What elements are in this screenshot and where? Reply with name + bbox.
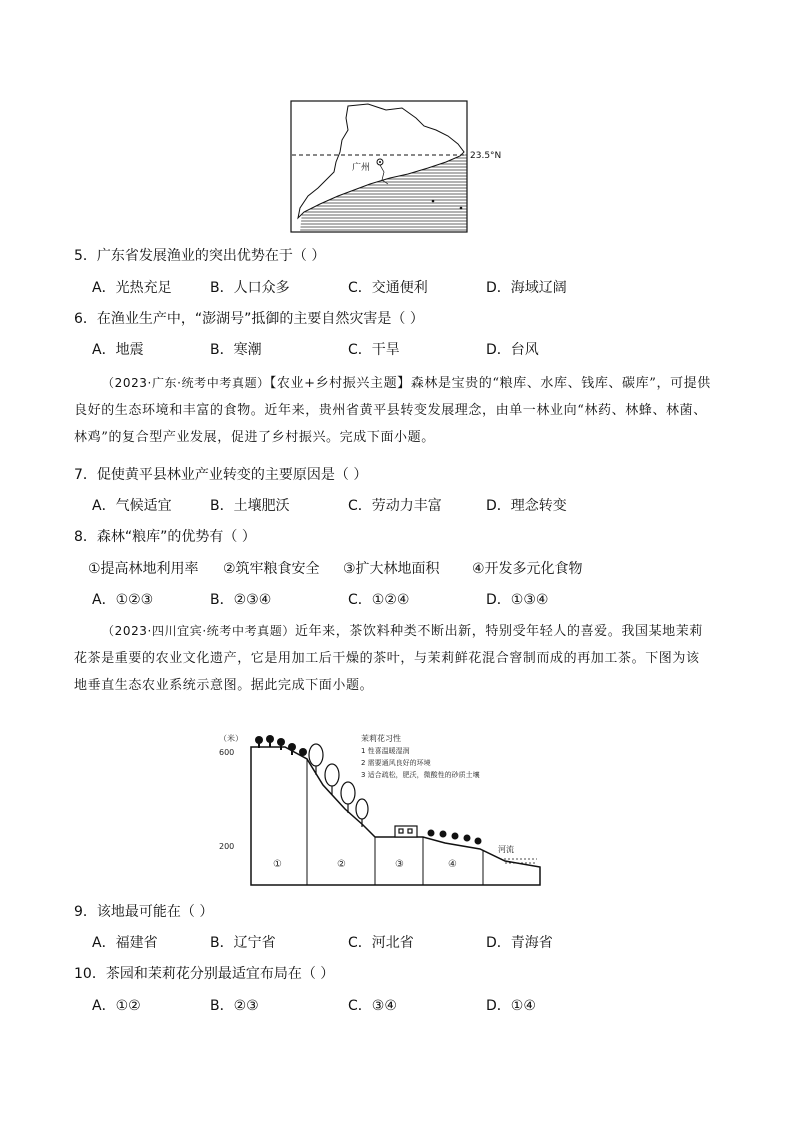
- question-5-stem: 5．广东省发展渔业的突出优势在于（ ）: [74, 248, 326, 264]
- passage-1-line-1: 【农业+乡村振兴主题】森林是宝贵的“粮库、水库、钱库、碳库”，可提供: [269, 376, 711, 391]
- q8-option-a[interactable]: A．①②③: [92, 592, 154, 608]
- farm-building: [395, 826, 417, 837]
- question-9-stem: 9．该地最可能在（ ）: [74, 904, 214, 920]
- question-10-stem: 10．茶园和茉莉花分别最适宜布局在（ ）: [74, 966, 335, 982]
- notes-title: 茉莉花习性: [361, 734, 401, 743]
- q8-item-3: ③扩大林地面积: [343, 561, 440, 577]
- q5-option-b[interactable]: B．人口众多: [210, 280, 290, 296]
- q8-option-c[interactable]: C．①②④: [348, 592, 410, 608]
- latitude-label: 23.5°N: [470, 151, 502, 161]
- zone-1-label: ①: [273, 859, 282, 870]
- q7-option-a[interactable]: A．气候适宜: [92, 498, 172, 514]
- elevation-600-label: 600: [219, 748, 235, 757]
- q9-option-c[interactable]: C．河北省: [348, 935, 414, 951]
- question-8-stem: 8．森林“粮库”的优势有（ ）: [74, 529, 256, 545]
- q9-option-d[interactable]: D．青海省: [486, 935, 553, 951]
- q9-option-a[interactable]: A．福建省: [92, 935, 158, 951]
- q8-option-d[interactable]: D．①③④: [486, 592, 549, 608]
- zone-2-label: ②: [337, 859, 346, 870]
- q8-item-4: ④开发多元化食物: [472, 561, 583, 577]
- q6-option-d[interactable]: D．台风: [486, 342, 539, 358]
- q6-option-c[interactable]: C．干旱: [348, 342, 400, 358]
- passage-2-line-3: 地垂直生态农业系统示意图。据此完成下面小题。: [74, 678, 374, 693]
- question-7-stem: 7．促使黄平县林业产业转变的主要原因是（ ）: [74, 467, 368, 483]
- river-label: 河流: [498, 845, 514, 854]
- vertical-agriculture-diagram: [215, 725, 575, 890]
- passage-1-source: （2023·广东·统考中考真题）: [102, 376, 270, 390]
- passage-2-source: （2023·四川宜宾·统考中考真题）: [102, 624, 295, 638]
- passage-1-line-3: 林鸡”的复合型产业发展，促进了乡村振兴。完成下面小题。: [74, 430, 435, 445]
- q5-option-d[interactable]: D．海域辽阔: [486, 280, 567, 296]
- question-6-stem: 6．在渔业生产中，“澎湖号”抵御的主要自然灾害是（ ）: [74, 311, 424, 327]
- q7-option-b[interactable]: B．土壤肥沃: [210, 498, 290, 514]
- q7-option-c[interactable]: C．劳动力丰富: [348, 498, 442, 514]
- zone-3-label: ③: [395, 859, 404, 870]
- elevation-200-label: 200: [219, 842, 235, 851]
- note-3: 3 适合疏松，肥沃，微酸性的砂质土壤: [361, 771, 480, 779]
- passage-2-line-2: 花茶是重要的农业文化遗产，它是用加工后干燥的茶叶，与茉莉鲜花混合窨制而成的再加工茶。下图为该: [74, 651, 700, 666]
- q10-option-c[interactable]: C．③④: [348, 998, 397, 1014]
- q10-option-a[interactable]: A．①②: [92, 998, 141, 1014]
- q6-option-a[interactable]: A．地震: [92, 342, 144, 358]
- zone-4-label: ④: [448, 859, 457, 870]
- q6-option-b[interactable]: B．寒潮: [210, 342, 262, 358]
- q5-option-a[interactable]: A．光热充足: [92, 280, 172, 296]
- q5-option-c[interactable]: C．交通便利: [348, 280, 428, 296]
- q9-option-b[interactable]: B．辽宁省: [210, 935, 276, 951]
- passage-1: [74, 370, 724, 451]
- note-2: 2 需要通风良好的环境: [361, 759, 431, 767]
- q10-option-b[interactable]: B．②③: [210, 998, 259, 1014]
- q7-option-d[interactable]: D．理念转变: [486, 498, 567, 514]
- q8-item-2: ②筑牢粮食安全: [223, 561, 320, 577]
- guangdong-map: [290, 100, 510, 234]
- q8-item-1: ①提高林地利用率: [88, 561, 199, 577]
- q8-option-b[interactable]: B．②③④: [210, 592, 272, 608]
- passage-1-line-2: 良好的生态环境和丰富的食物。近年来，贵州省黄平县转变发展理念，由单一林业向“林药、林蜂、林菌、: [74, 403, 707, 418]
- note-1: 1 性喜温暖湿润: [361, 747, 410, 755]
- q10-option-d[interactable]: D．①④: [486, 998, 536, 1014]
- city-label: 广州: [352, 163, 371, 173]
- passage-2-line-1: 近年来，茶饮料种类不断出新，特别受年轻人的喜爱。我国某地茉莉: [294, 624, 703, 639]
- passage-2: [74, 618, 724, 699]
- elevation-unit-label: （米）: [219, 734, 243, 743]
